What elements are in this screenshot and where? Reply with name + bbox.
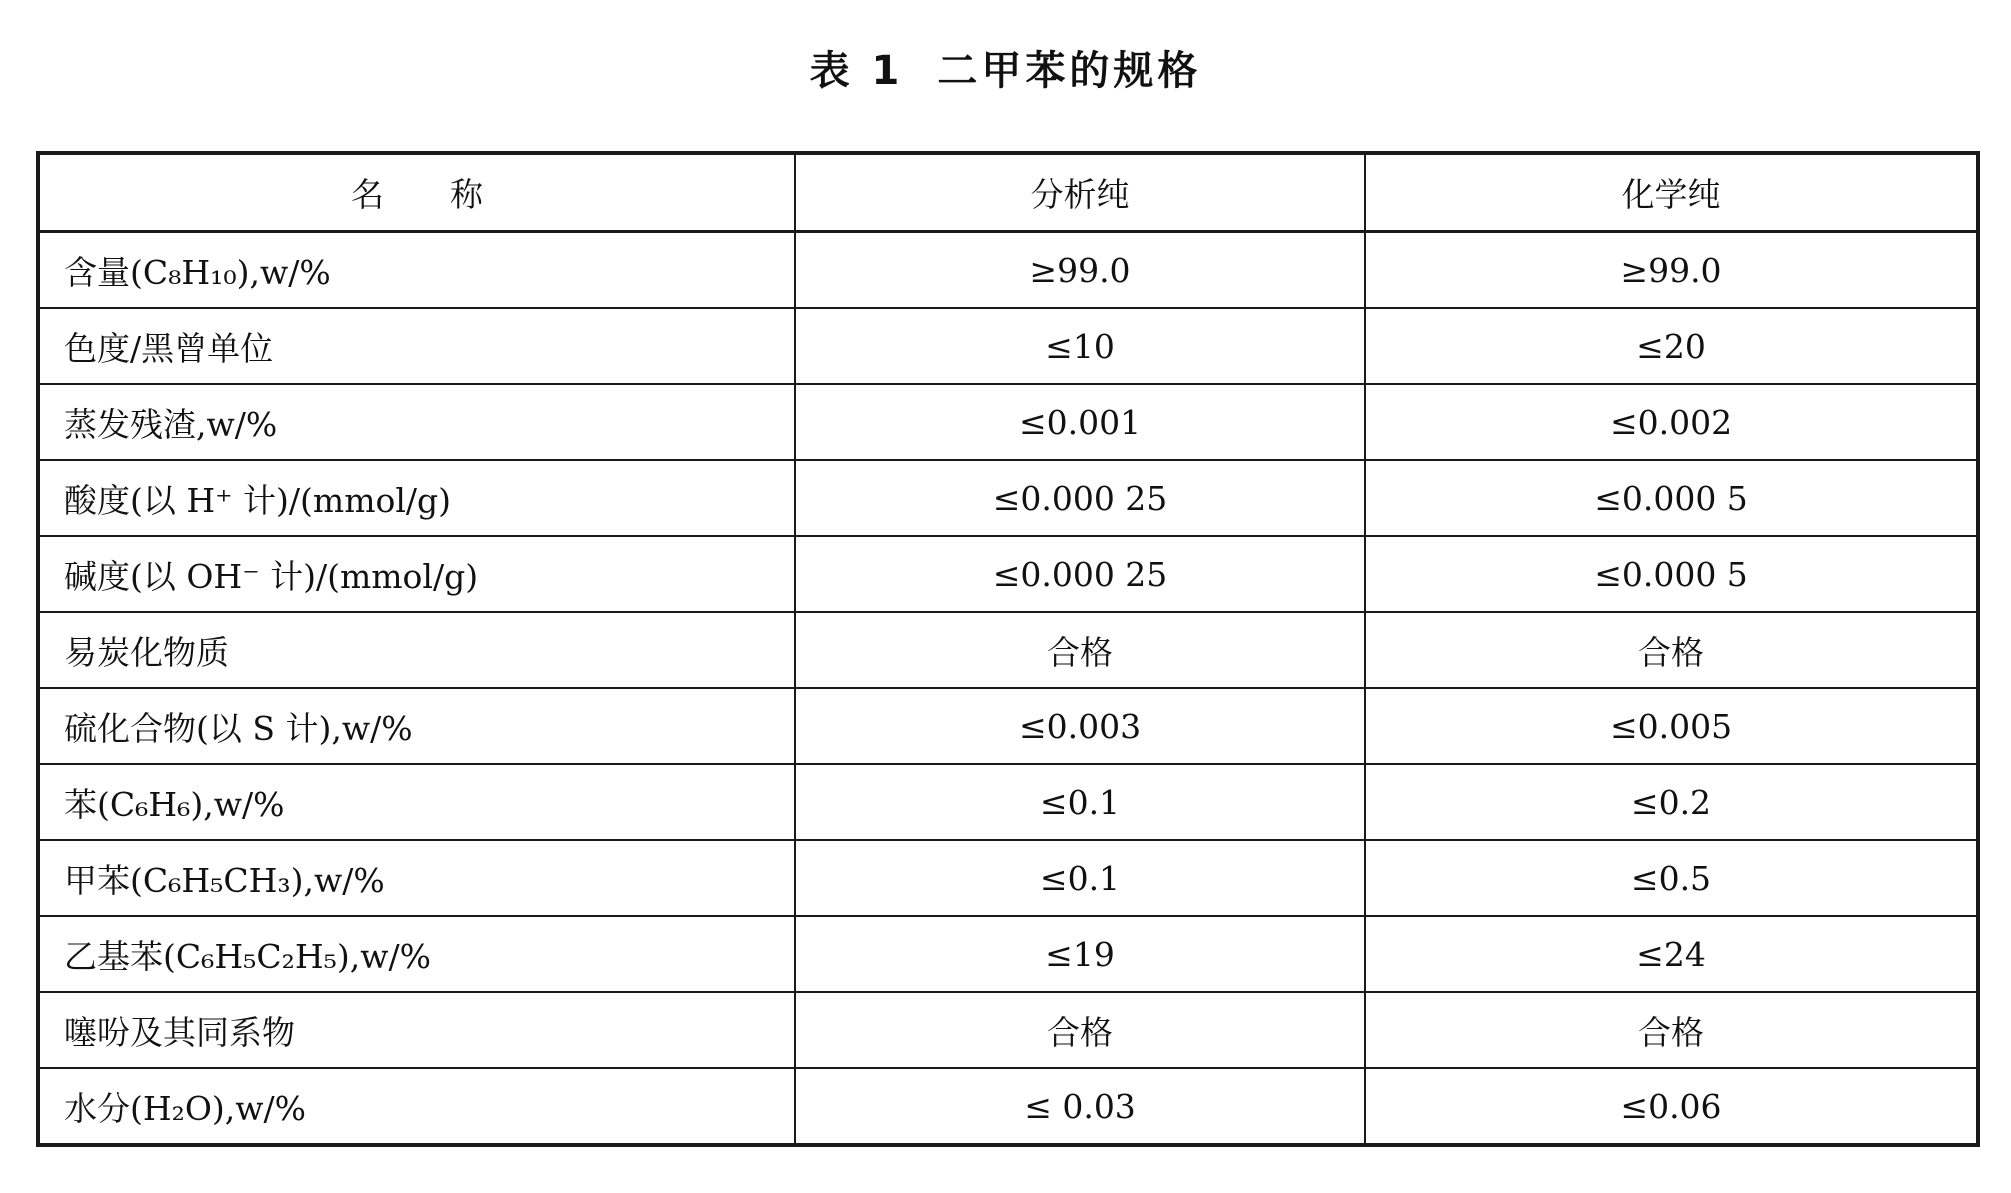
row-chemical-value: ≤0.06 — [1365, 1068, 1978, 1145]
row-analytical-value: ≤0.001 — [795, 384, 1365, 460]
row-analytical-value: ≤0.000 25 — [795, 536, 1365, 612]
row-chemical-value: ≤24 — [1365, 916, 1978, 992]
row-chemical-value: ≤20 — [1365, 308, 1978, 384]
row-name: 噻吩及其同系物 — [38, 992, 795, 1068]
row-name: 酸度(以 H⁺ 计)/(mmol/g) — [38, 460, 795, 536]
row-analytical-value: ≤0.1 — [795, 840, 1365, 916]
table-row — [38, 308, 1978, 384]
row-analytical-value: 合格 — [795, 992, 1365, 1068]
table-row — [38, 612, 1978, 688]
table-row — [38, 460, 1978, 536]
table-row — [38, 992, 1978, 1068]
row-analytical-value: ≤0.1 — [795, 764, 1365, 840]
row-name: 苯(C₆H₆),w/% — [38, 764, 795, 840]
row-name: 乙基苯(C₆H₅C₂H₅),w/% — [38, 916, 795, 992]
table-row — [38, 840, 1978, 916]
row-analytical-value: ≤10 — [795, 308, 1365, 384]
row-analytical-value: ≤19 — [795, 916, 1365, 992]
row-name: 蒸发残渣,w/% — [38, 384, 795, 460]
row-chemical-value: ≥99.0 — [1365, 232, 1978, 309]
row-analytical-value: ≤ 0.03 — [795, 1068, 1365, 1145]
table-title: 二甲苯的规格 — [937, 48, 1202, 94]
table-row — [38, 536, 1978, 612]
row-analytical-value: ≤0.003 — [795, 688, 1365, 764]
table-caption — [0, 38, 2011, 104]
row-chemical-value: 合格 — [1365, 612, 1978, 688]
table-row — [38, 232, 1978, 309]
row-chemical-value: ≤0.000 5 — [1365, 460, 1978, 536]
row-name: 硫化合物(以 S 计),w/% — [38, 688, 795, 764]
row-analytical-value: ≥99.0 — [795, 232, 1365, 309]
row-chemical-value: 合格 — [1365, 992, 1978, 1068]
row-name: 甲苯(C₆H₅CH₃),w/% — [38, 840, 795, 916]
row-analytical-value: 合格 — [795, 612, 1365, 688]
row-name: 水分(H₂O),w/% — [38, 1068, 795, 1145]
row-chemical-value: ≤0.005 — [1365, 688, 1978, 764]
row-chemical-value: ≤0.002 — [1365, 384, 1978, 460]
row-name: 色度/黑曾单位 — [38, 308, 795, 384]
row-chemical-value: ≤0.000 5 — [1365, 536, 1978, 612]
header-row — [38, 153, 1978, 232]
row-chemical-value: ≤0.5 — [1365, 840, 1978, 916]
header-chemical-grade: 化学纯 — [1365, 153, 1978, 232]
header-name: 名 称 — [38, 153, 795, 232]
header-analytical-grade: 分析纯 — [795, 153, 1365, 232]
table-row — [38, 688, 1978, 764]
row-name: 易炭化物质 — [38, 612, 795, 688]
table-row — [38, 764, 1978, 840]
table-number: 表 1 — [809, 48, 904, 94]
row-name: 碱度(以 OH⁻ 计)/(mmol/g) — [38, 536, 795, 612]
row-chemical-value: ≤0.2 — [1365, 764, 1978, 840]
row-name: 含量(C₈H₁₀),w/% — [38, 232, 795, 309]
row-analytical-value: ≤0.000 25 — [795, 460, 1365, 536]
xylene-spec-table — [36, 151, 1980, 1147]
table-row — [38, 384, 1978, 460]
table-row — [38, 1068, 1978, 1145]
table-row — [38, 916, 1978, 992]
